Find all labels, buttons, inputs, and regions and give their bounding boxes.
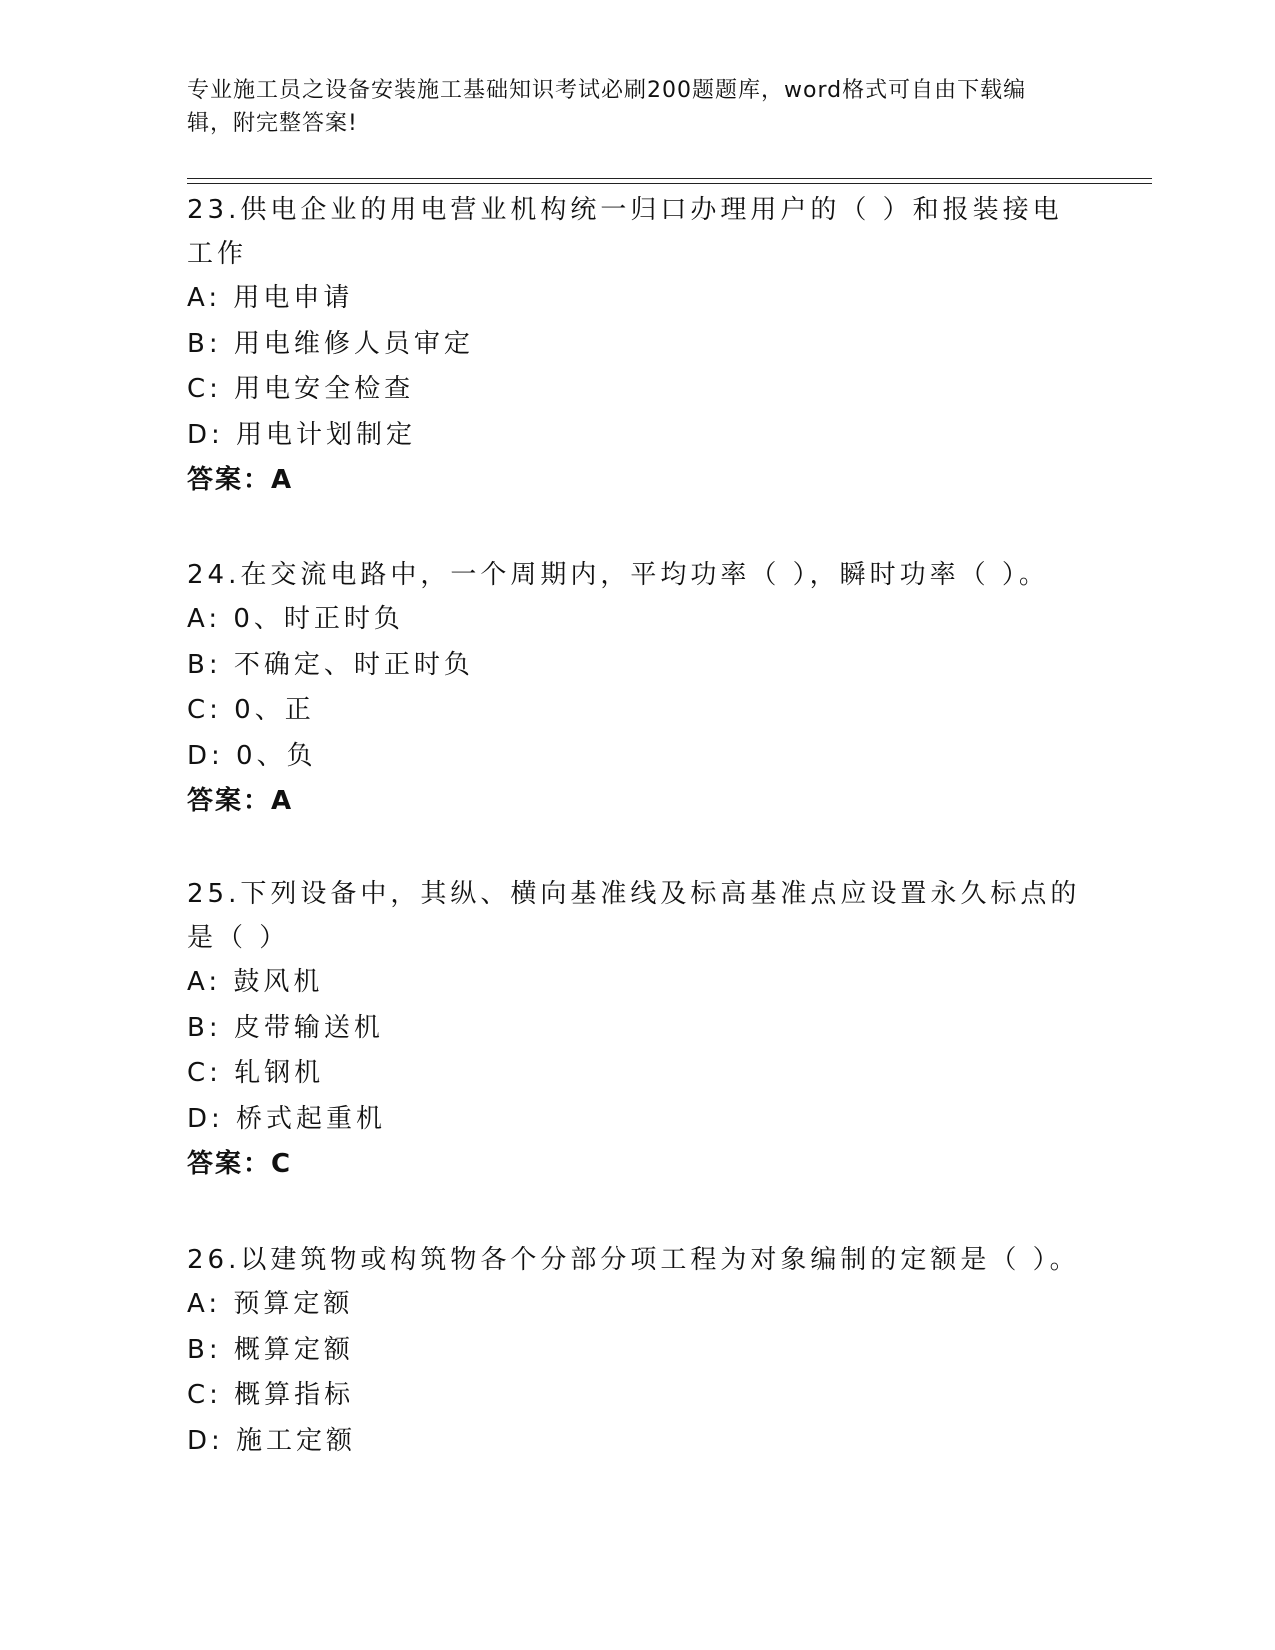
option-d: D: 0、负 [187,740,317,771]
question-24 [187,553,1087,825]
option-a: A: 0、时正时负 [187,604,404,634]
option-c: C: 概算指标 [187,1380,355,1410]
document-header: 专业施工员之设备安装施工基础知识考试必刷200题题库，word格式可自由下载编辑，附完整答案! [187,78,1027,136]
question-23 [187,188,1087,504]
option-a: A: 用电申请 [187,283,354,313]
option-b: B: 概算定额 [187,1334,354,1365]
option-d: D: 桥式起重机 [187,1103,387,1134]
question-text: 24.在交流电路中，一个周期内，平均功率（ ），瞬时功率（ ）。 [187,560,1049,590]
question-text: 26.以建筑物或构筑物各个分部分项工程为对象编制的定额是（ ）。 [187,1245,1080,1275]
answer-line: 答案：A [187,786,294,816]
question-26 [187,1238,1087,1464]
option-c: C: 0、正 [187,695,315,725]
question-text: 25.下列设备中，其纵、横向基准线及标高基准点应设置永久标点的是（ ） [187,879,1081,953]
option-d: D: 用电计划制定 [187,419,417,450]
header-divider-top [187,178,1152,179]
option-d: D: 施工定额 [187,1425,357,1456]
option-c: C: 用电安全检查 [187,374,415,404]
question-25 [187,872,1087,1188]
option-b: B: 皮带输送机 [187,1012,384,1043]
option-a: A: 预算定额 [187,1289,354,1319]
header-divider-bottom [187,183,1152,184]
option-c: C: 轧钢机 [187,1058,325,1088]
option-b: B: 用电维修人员审定 [187,328,474,359]
option-a: A: 鼓风机 [187,967,324,997]
option-b: B: 不确定、时正时负 [187,649,474,680]
question-text: 23.供电企业的用电营业机构统一归口办理用户的（ ）和报装接电工作 [187,195,1063,269]
answer-line: 答案：A [187,465,294,495]
answer-line: 答案：C [187,1149,293,1179]
